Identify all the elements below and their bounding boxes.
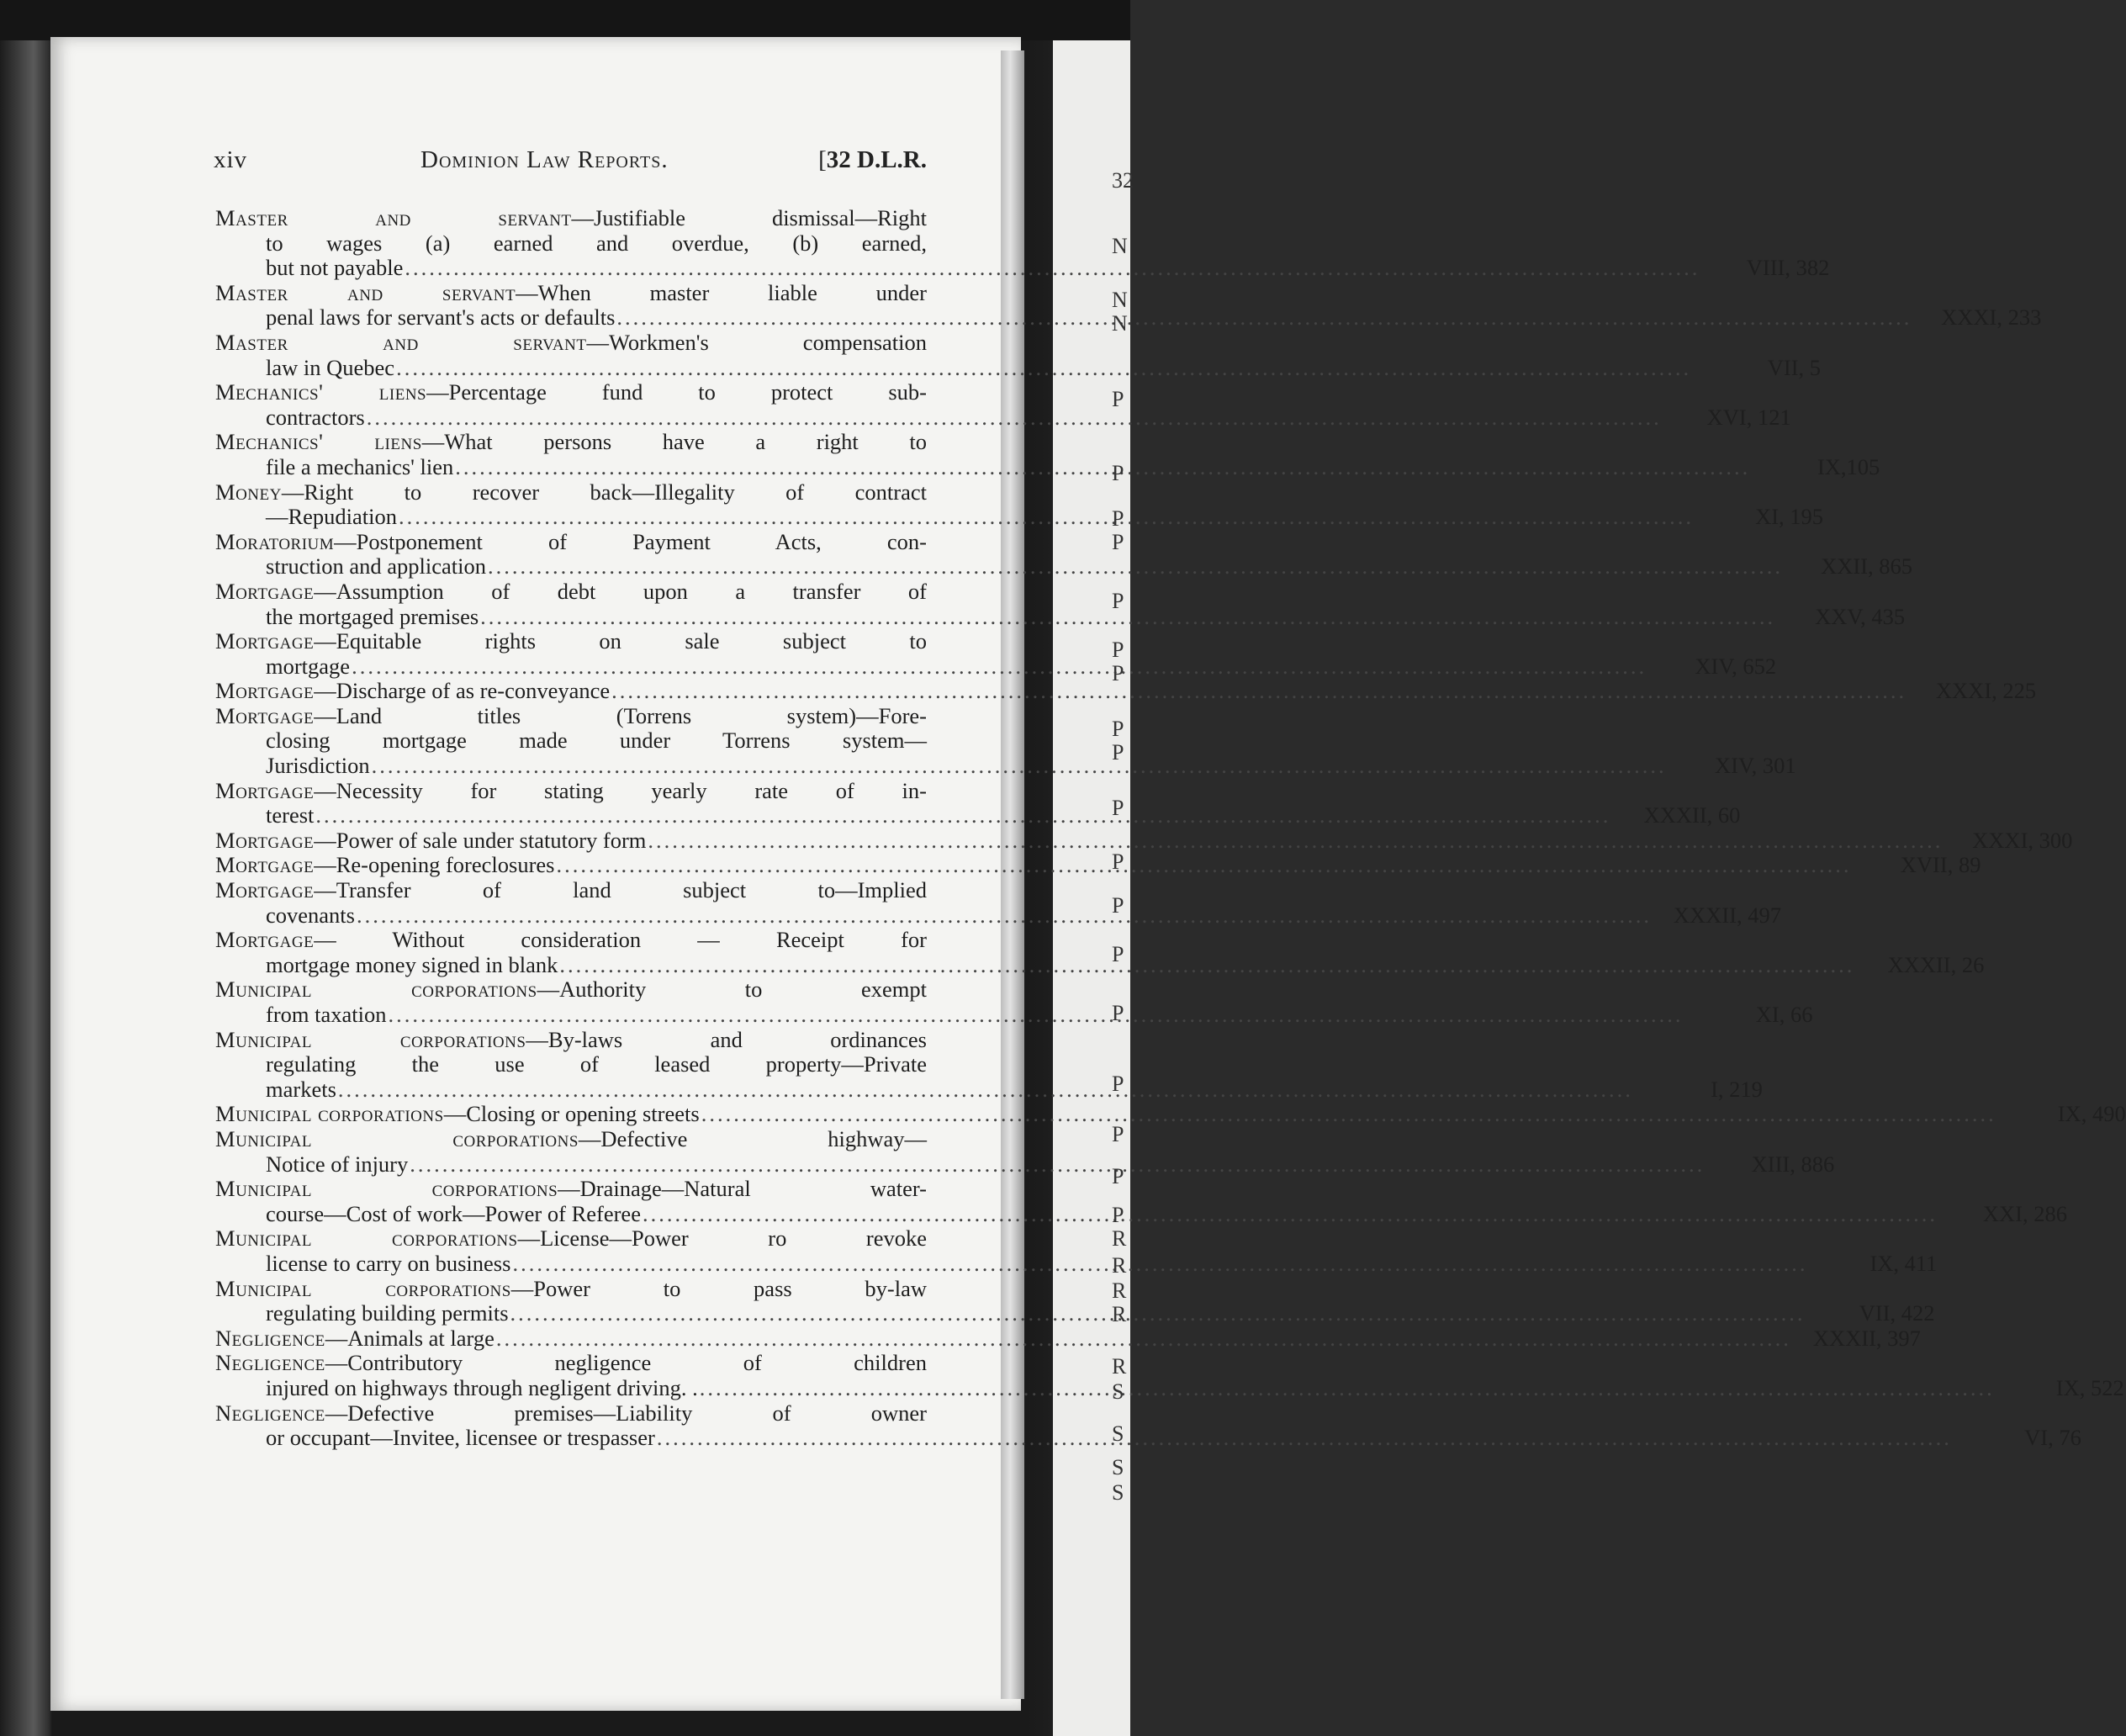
entry-text: Notice of injury xyxy=(266,1151,409,1177)
facing-page-letter: R xyxy=(1112,1302,1127,1326)
entry-line xyxy=(215,1002,1813,1028)
index-entry xyxy=(215,279,2042,331)
entry-line xyxy=(215,827,2073,854)
entry-line xyxy=(215,1101,2126,1127)
entry-line xyxy=(215,802,1741,828)
entry-line xyxy=(215,331,927,356)
entry-line xyxy=(215,1028,927,1053)
index-entry xyxy=(215,578,1906,629)
entry-text: closing mortgage made under Torrens system— xyxy=(266,728,927,754)
entry-line xyxy=(215,1250,1938,1277)
dot-leader xyxy=(559,953,1854,978)
facing-page-letter: N xyxy=(1112,288,1128,312)
entry-line xyxy=(215,1300,1935,1326)
index-entry xyxy=(215,1101,2126,1127)
entry-text: —Workmen's compensation xyxy=(586,329,927,355)
entry-heading: Mortgage xyxy=(215,678,315,704)
entry-line xyxy=(215,852,1981,878)
entry-line xyxy=(215,1177,927,1202)
entry-heading: Municipal corporations xyxy=(215,1176,558,1202)
entry-line xyxy=(215,1151,1835,1178)
volume-page-reference: VI, 76 xyxy=(2024,1425,2081,1451)
index-entry xyxy=(215,1176,2067,1226)
entry-text: —Power of sale under statutory form xyxy=(314,827,647,853)
entry-text: —Land titles (Torrens system)—Fore- xyxy=(314,702,927,728)
volume-page-reference: VII, 5 xyxy=(1767,354,1822,380)
index-entry xyxy=(215,1275,1935,1326)
entry-line xyxy=(215,553,1912,580)
entry-line xyxy=(215,1277,927,1302)
volume-page-reference: XIII, 886 xyxy=(1751,1151,1835,1177)
entry-text: —Equitable rights on sale subject to xyxy=(314,628,927,654)
index-entry xyxy=(215,1325,1921,1352)
entry-line xyxy=(215,1226,927,1252)
entry-text: contractors xyxy=(266,404,365,430)
entry-heading: Negligence xyxy=(215,1350,325,1376)
entry-text: —Animals at large xyxy=(325,1325,494,1351)
volume-page-reference: XXXI, 300 xyxy=(1972,827,2073,853)
entry-text: file a mechanics' lien xyxy=(266,453,454,479)
dot-leader xyxy=(357,903,1652,929)
entry-line xyxy=(215,281,927,306)
dot-leader xyxy=(396,356,1691,381)
entry-heading: Municipal corporations xyxy=(215,1275,511,1301)
entry-text: to wages (a) earned and overdue, (b) earned, xyxy=(266,230,927,256)
volume-page-reference: XVII, 89 xyxy=(1900,852,1981,878)
entry-line xyxy=(215,1425,2081,1451)
entry-line xyxy=(215,977,927,1003)
entry-text: Jurisdiction xyxy=(266,753,370,779)
facing-page-letter: P xyxy=(1112,506,1124,531)
entry-text: but not payable xyxy=(266,255,404,281)
entry-heading: Mortgage xyxy=(215,777,315,803)
entry-text: license to carry on business xyxy=(266,1250,511,1276)
entry-line xyxy=(215,1127,927,1152)
volume-page-reference: XI, 195 xyxy=(1755,504,1824,530)
entry-text: the mortgaged premises xyxy=(266,603,479,629)
volume-page-reference: XXI, 286 xyxy=(1982,1200,2067,1226)
entry-line xyxy=(215,1401,927,1426)
facing-page-letter: S xyxy=(1112,1379,1124,1404)
dot-leader xyxy=(512,1252,1807,1277)
facing-page-letter: R xyxy=(1112,1354,1127,1379)
volume-page-reference: XXXI, 233 xyxy=(1941,304,2042,331)
entry-heading: Negligence xyxy=(215,1400,325,1426)
entry-line xyxy=(215,1076,1763,1103)
volume-page-reference: VIII, 382 xyxy=(1746,255,1830,281)
entry-heading: Moratorium xyxy=(215,528,335,554)
volume-page-reference: XXXII, 60 xyxy=(1643,802,1741,828)
dot-leader xyxy=(556,853,1851,878)
volume-page-reference: XXXI, 225 xyxy=(1935,678,2037,704)
entry-text: — Without consideration — Receipt for xyxy=(314,927,927,953)
index-entry xyxy=(215,1026,1763,1103)
index-entry xyxy=(215,678,2037,704)
facing-page-letter: S xyxy=(1112,1480,1124,1505)
index-entry xyxy=(215,877,1781,928)
entry-heading: Municipal corporations xyxy=(215,1125,579,1151)
entry-heading: Master and servant xyxy=(215,329,587,355)
index-entry xyxy=(215,528,1912,580)
entry-line xyxy=(215,580,927,605)
index-entry xyxy=(215,852,1981,878)
entry-line xyxy=(215,1351,927,1376)
volume-page-reference: XXXII, 397 xyxy=(1812,1325,1921,1351)
facing-page-margin-letters xyxy=(1112,0,1134,1736)
index-entry xyxy=(215,827,2073,854)
entry-line xyxy=(215,206,927,231)
entry-line xyxy=(215,1374,2124,1401)
entry-text: —Re-opening foreclosures xyxy=(314,852,555,878)
dot-leader xyxy=(372,754,1667,779)
entry-line xyxy=(215,1200,2067,1227)
entry-text: course—Cost of work—Power of Referee xyxy=(266,1200,641,1226)
facing-page-letter: P xyxy=(1112,893,1124,918)
entry-text: —When master liable under xyxy=(516,279,928,305)
index-entry xyxy=(215,329,1822,380)
entry-line xyxy=(215,530,927,555)
entry-line xyxy=(215,354,1822,381)
volume-page-reference: XIV, 652 xyxy=(1695,653,1777,679)
page-number: xiv xyxy=(214,146,248,173)
facing-page-letter: P xyxy=(1112,1072,1124,1096)
entry-line xyxy=(215,779,927,804)
index-entry xyxy=(215,977,1813,1027)
index-entry xyxy=(215,1350,2124,1400)
volume-label: [32 D.L.R. xyxy=(818,146,927,173)
facing-page-letter: P xyxy=(1112,1164,1124,1188)
entry-text: —Percentage fund to protect sub- xyxy=(426,379,927,405)
dot-leader xyxy=(352,654,1647,680)
dot-leader xyxy=(496,1326,1791,1352)
volume-page-reference: IX, 411 xyxy=(1870,1250,1938,1276)
entry-line xyxy=(215,728,927,754)
facing-page-letter: P xyxy=(1112,942,1124,966)
volume-page-reference: XI, 66 xyxy=(1755,1002,1813,1027)
entry-line xyxy=(215,629,927,654)
entry-heading: Mechanics' liens xyxy=(215,429,422,455)
entry-line xyxy=(215,304,2042,331)
entry-text: mortgage money signed in blank xyxy=(266,951,558,977)
entry-text: markets xyxy=(266,1076,336,1102)
entry-text: —Defective highway— xyxy=(578,1125,927,1151)
entry-heading: Negligence xyxy=(215,1325,325,1351)
facing-page-letter: P xyxy=(1112,1203,1124,1227)
index-entry xyxy=(215,1125,1835,1177)
entry-text: regulating building permits xyxy=(266,1300,509,1326)
entry-text: —Assumption of debt upon a transfer of xyxy=(314,578,927,604)
entry-text: or occupant—Invitee, licensee or trespasser xyxy=(266,1425,655,1451)
running-head xyxy=(214,143,927,180)
dot-leader xyxy=(315,803,1610,828)
facing-page-letter: P xyxy=(1112,1001,1124,1025)
entry-heading: Municipal corporations xyxy=(215,1101,444,1127)
book-title: Dominion Law Reports. xyxy=(420,146,669,173)
entry-text: —Discharge of as re-conveyance xyxy=(314,678,611,704)
entry-line xyxy=(215,404,1791,431)
entry-line xyxy=(215,255,1830,281)
entry-heading: Money xyxy=(215,479,282,505)
entry-line xyxy=(215,1052,927,1077)
entry-text: —Closing or opening streets xyxy=(443,1101,700,1127)
entry-text: —Right to recover back—Illegality of contract xyxy=(281,479,927,505)
dot-leader xyxy=(657,1426,1952,1451)
dot-leader xyxy=(700,1376,1995,1401)
entry-text: —Repudiation xyxy=(266,504,398,530)
index-entries xyxy=(215,205,2126,1451)
entry-text: terest xyxy=(266,802,315,828)
facing-page-letter: 32 xyxy=(1112,168,1134,193)
entry-heading: Mortgage xyxy=(215,628,315,654)
facing-page-letter: P xyxy=(1112,589,1124,613)
index-entry xyxy=(215,628,1777,679)
facing-page-letter: P xyxy=(1112,849,1124,874)
index-entry xyxy=(215,702,1796,779)
entry-text: law in Quebec xyxy=(266,354,395,380)
facing-page-letter: P xyxy=(1112,717,1124,741)
entry-line xyxy=(215,453,1880,480)
volume-page-reference: IX, 522 xyxy=(2055,1374,2124,1400)
facing-page-letter: P xyxy=(1112,661,1124,685)
entry-heading: Mechanics' liens xyxy=(215,379,427,405)
entry-text: mortgage xyxy=(266,653,351,679)
entry-line xyxy=(215,603,1906,630)
volume-page-reference: VII, 422 xyxy=(1859,1300,1935,1326)
entry-text: covenants xyxy=(266,902,355,928)
entry-text: —Defective premises—Liability of owner xyxy=(325,1400,927,1426)
entry-line xyxy=(215,231,927,257)
entry-text: —Contributory negligence of children xyxy=(325,1350,927,1376)
entry-heading: Master and servant xyxy=(215,279,516,305)
volume-page-reference: XIV, 301 xyxy=(1714,753,1796,779)
entry-text: from taxation xyxy=(266,1002,387,1027)
facing-page-letter: P xyxy=(1112,461,1124,485)
dot-leader xyxy=(405,256,1700,281)
entry-line xyxy=(215,902,1781,929)
entry-line xyxy=(215,878,927,903)
entry-line xyxy=(215,653,1777,680)
entry-line xyxy=(215,504,1824,530)
entry-heading: Mortgage xyxy=(215,578,315,604)
dot-leader xyxy=(701,1102,1996,1127)
entry-heading: Mortgage xyxy=(215,852,315,878)
entry-line xyxy=(215,380,927,405)
entry-text: —License—Power ro revoke xyxy=(517,1225,927,1252)
volume-page-reference: XVI, 121 xyxy=(1706,404,1791,430)
volume-page-reference: XXII, 865 xyxy=(1821,553,1912,580)
index-entry xyxy=(215,379,1791,430)
facing-page-letter: N xyxy=(1112,234,1128,258)
entry-line xyxy=(215,430,927,455)
facing-page-letter: R xyxy=(1112,1226,1127,1251)
entry-text: —Necessity for stating yearly rate of in- xyxy=(314,777,927,803)
dot-leader xyxy=(616,305,1912,331)
facing-page-letter: P xyxy=(1112,387,1124,411)
dot-leader xyxy=(389,1003,1684,1028)
entry-line xyxy=(215,480,927,505)
entry-text: penal laws for servant's acts or defaults xyxy=(266,304,616,331)
dot-leader xyxy=(488,554,1783,580)
facing-page-letter: R xyxy=(1112,1278,1127,1303)
dot-leader xyxy=(510,1301,1806,1326)
volume-page-reference: XXXII, 497 xyxy=(1673,902,1781,928)
facing-page-letter: S xyxy=(1112,1421,1124,1446)
entry-text: —Transfer of land subject to—Implied xyxy=(314,877,927,903)
entry-heading: Mortgage xyxy=(215,827,315,853)
entry-line xyxy=(215,928,927,953)
entry-text: —By-laws and ordinances xyxy=(526,1026,927,1052)
scan-top-border xyxy=(0,0,1130,40)
facing-page-letter: S xyxy=(1112,1455,1124,1479)
entry-heading: Master and servant xyxy=(215,205,572,230)
dot-leader xyxy=(648,828,1943,854)
entry-heading: Municipal corporations xyxy=(215,1225,518,1252)
volume-page-reference: IX, 490 xyxy=(2057,1101,2126,1127)
facing-page-letter: N xyxy=(1112,311,1128,336)
entry-line xyxy=(215,951,1985,978)
facing-page-letter: P xyxy=(1112,638,1124,662)
facing-page-letter: P xyxy=(1112,740,1124,765)
entry-text: —Justifiable dismissal—Right xyxy=(571,205,927,230)
dot-leader xyxy=(338,1077,1633,1103)
entry-line xyxy=(215,678,2037,704)
entry-line xyxy=(215,1325,1921,1352)
entry-text: —Drainage—Natural water- xyxy=(558,1176,927,1202)
entry-heading: Municipal corporations xyxy=(215,977,537,1003)
entry-heading: Mortgage xyxy=(215,702,315,728)
entry-line xyxy=(215,753,1796,779)
dot-leader xyxy=(367,405,1662,431)
facing-page-letter: P xyxy=(1112,530,1124,554)
entry-text: —What persons have a right to xyxy=(421,429,927,455)
facing-page-letter: R xyxy=(1112,1253,1127,1278)
entry-text: regulating the use of leased property—Private xyxy=(266,1051,927,1077)
dot-leader xyxy=(399,505,1694,530)
entry-line xyxy=(215,704,927,729)
entry-text: struction and application xyxy=(266,553,486,580)
volume-page-reference: XXXII, 26 xyxy=(1887,951,1985,977)
index-entry xyxy=(215,1225,1938,1276)
facing-page-letter: P xyxy=(1112,1122,1124,1146)
entry-text: —Authority to exempt xyxy=(537,977,927,1003)
volume-page-reference: XXV, 435 xyxy=(1815,603,1906,629)
entry-text: injured on highways through negligent driving. . xyxy=(266,1374,698,1400)
dot-leader xyxy=(643,1202,1938,1227)
index-entry xyxy=(215,479,1824,530)
index-entry xyxy=(215,429,1880,479)
index-entry xyxy=(215,777,1741,828)
entry-heading: Mortgage xyxy=(215,877,315,903)
index-entry xyxy=(215,1400,2081,1451)
entry-heading: Municipal corporations xyxy=(215,1026,526,1052)
index-entry xyxy=(215,927,1985,977)
entry-heading: Mortgage xyxy=(215,927,315,953)
entry-text: —Postponement of Payment Acts, con- xyxy=(334,528,927,554)
dot-leader xyxy=(455,455,1750,480)
dot-leader xyxy=(611,679,1907,704)
volume-page-reference: I, 219 xyxy=(1711,1076,1763,1102)
entry-text: —Power to pass by-law xyxy=(510,1275,927,1301)
volume-page-reference: IX,105 xyxy=(1817,453,1880,479)
facing-page-letter: P xyxy=(1112,796,1124,820)
index-entry xyxy=(215,205,1830,281)
dot-leader xyxy=(410,1152,1705,1178)
